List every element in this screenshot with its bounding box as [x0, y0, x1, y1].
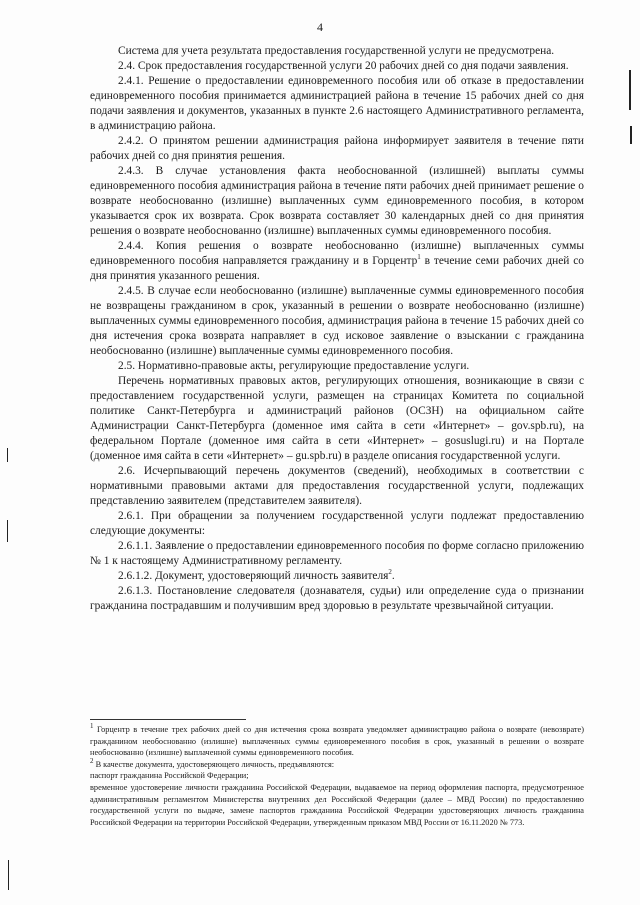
paragraph-2-6-1-2 — [90, 569, 584, 584]
paragraph-2-4-3: 2.4.3. В случае установления факта необоснованной (излишней) выплаты суммы единовременного пособия администрация района в течение пяти рабочих дней принимает решение о возврате необоснованно (излишне) выплаченных сумм единовременного пособия, в котором указывается срок их возврата. Срок возврата составляет 30 календарных дней со дня принятия решения о возврате необоснованно (излишне) выплаченных суммы единовременного пособия. — [90, 165, 584, 237]
footnote-2-mark: 2 — [90, 757, 94, 766]
footnote-2-item-passport: паспорт гражданина Российской Федерации; — [90, 771, 249, 781]
paragraph-2-4-5: 2.4.5. В случае если необоснованно (излишне) выплаченные суммы единовременного пособия не возвращены гражданином в срок, указанный в решении о возврате необоснованно (излишне) выплаченных суммы единовременного пособия, администрация района в течение 15 рабочих дней со дня истечения срока возврата направляет в суд исковое заявление о взыскании с гражданина необоснованно (излишне) выплаченные суммы единовременного пособия. — [90, 285, 584, 357]
footnote-2-item-temporary-id: временное удостоверение личности гражданина Российской Федерации, выдаваемое на период оформления паспорта, предусмотренное административным регламентом Министерства внутренних дел Российской Федерации (далее – МВД России) по предоставлению государственной услуги по выдаче, замене паспортов гражданина Российской Федерации удостоверяющих личность гражданина Российской Федерации на территории Российской Федерации, утвержденным приказом МВД России от 16.11.2020 № 773. — [90, 782, 584, 827]
paragraph-2-4-4-tail: в течение семи рабочих дней со дня принятия указанного решения. — [90, 255, 584, 282]
footnote-1 — [90, 724, 584, 759]
paragraph-2-6-1-3: 2.6.1.3. Постановление следователя (дознавателя, судьи) или определение суда о признании гражданина пострадавшим и получившим вред здоровью в результате чрезвычайной ситуации. — [90, 585, 584, 612]
scan-artifact-left-3 — [8, 860, 9, 890]
scan-artifact-left-2 — [7, 520, 8, 542]
scan-artifact-left-1 — [7, 448, 8, 462]
footnote-1-mark: 1 — [90, 722, 94, 731]
footnote-1-text: Горцентр в течение трех рабочих дней со дня истечения срока возврата уведомляет администрацию района о возврате (невозврате) гражданином необоснованно (излишне) выплаченных суммы единовременного пособия в срок, указанный в решении о возврате необоснованно (излишне) выплаченной суммы единовременного пособия. — [90, 725, 584, 758]
footnotes — [90, 724, 584, 828]
scan-artifact-right-top — [629, 70, 631, 110]
paragraph-2-6-1: 2.6.1. При обращении за получением государственной услуги подлежат предоставлению следующие документы: — [90, 510, 584, 537]
paragraph-2-6: 2.6. Исчерпывающий перечень документов (сведений), необходимых в соответствии с нормативными правовыми актами для предоставления государственной услуги, подлежащих представлению заявителем (представителем заявителя). — [90, 465, 584, 507]
paragraph-legal-acts-list: Перечень нормативных правовых актов, регулирующих отношения, возникающие в связи с предоставлением государственной услуги, размещен на страницах Комитета по социальной политике Санкт-Петербурга и администраций районов (ОСЗН) на официальном сайте Администрации Санкт-Петербурга (доменное имя сайта в сети «Интернет» – gov.spb.ru), на федеральном Портале (доменное имя сайта в сети «Интернет» – gosuslugi.ru) и на Портале (доменное имя сайта в сети «Интернет» – gu.spb.ru) в разделе описания государственной услуги. — [90, 375, 584, 462]
footnote-ref-1: 1 — [417, 253, 421, 262]
footnote-2 — [90, 759, 584, 771]
scan-artifact-right-mid — [630, 126, 632, 144]
footnote-2-text: В качестве документа, удостоверяющего личность, предъявляются: — [93, 759, 335, 769]
paragraph-2-6-1-2-text: 2.6.1.2. Документ, удостоверяющий личность заявителя — [118, 570, 389, 582]
footnote-ref-2: 2 — [388, 568, 392, 577]
paragraph-2-4-4-text: 2.4.4. Копия решения о возврате необоснованно (излишне) выплаченных суммы единовременного пособия направляется гражданину и в Горцентр — [90, 240, 584, 267]
footnote-separator — [90, 719, 246, 720]
paragraph-2-5: 2.5. Нормативно-правовые акты, регулирующие предоставление услуги. — [118, 360, 470, 372]
paragraph-2-4-1: 2.4.1. Решение о предоставлении единовременного пособия или об отказе в предоставлении единовременного пособия принимается администрацией района в течение 15 рабочих дней со дня подачи заявления и документов, указанных в пункте 2.6 настоящего Административного регламента, в администрацию района. — [90, 75, 584, 132]
paragraph-2-6-1-2-tail: . — [391, 570, 395, 582]
page-number: 4 — [317, 20, 323, 34]
paragraph-2-4-4 — [90, 239, 584, 284]
main-text — [90, 44, 584, 614]
paragraph-2-4: 2.4. Срок предоставления государственной услуги 20 рабочих дней со дня подачи заявления. — [118, 60, 569, 72]
paragraph-2-4-2: 2.4.2. О принятом решении администрация района информирует заявителя в течение пяти рабочих дней со дня принятия решения. — [90, 135, 584, 162]
paragraph-2-6-1-1: 2.6.1.1. Заявление о предоставлении единовременного пособия по форме согласно приложению № 1 к настоящему Административному регламенту. — [90, 540, 584, 567]
paragraph-result-accounting: Система для учета результата предоставления государственной услуги не предусмотрена. — [118, 45, 555, 57]
